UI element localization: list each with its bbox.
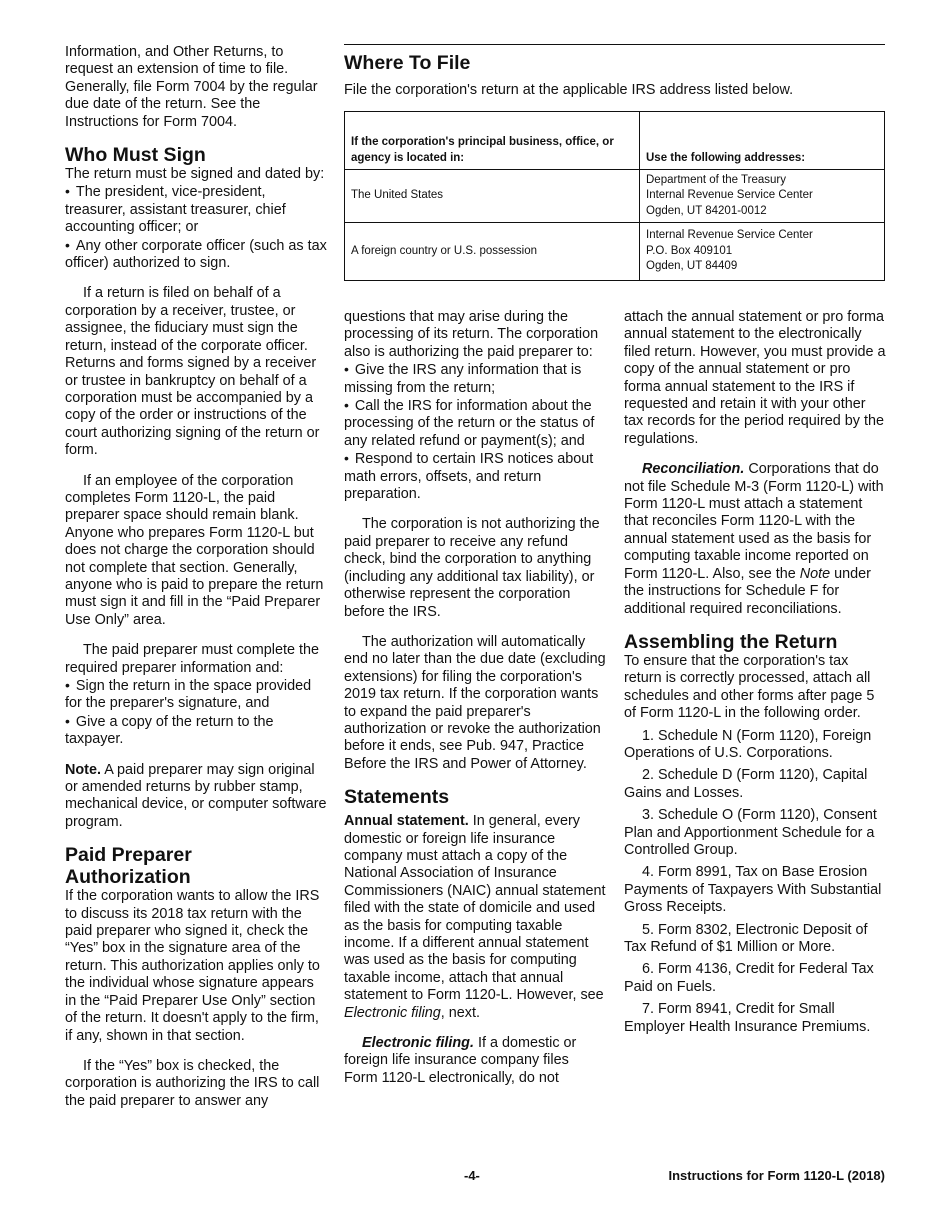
address-table-header [345, 112, 885, 170]
questions-paragraph: questions that may arise during the processing of its return. The corporation also is authorizing the paid preparer to: [344, 309, 599, 360]
note-label: Note. [65, 761, 101, 778]
note-text: A paid preparer may sign original or amended returns by rubber stamp, mechanical device, or computer software program. [65, 761, 327, 830]
reconciliation-label: Reconciliation. [642, 461, 745, 478]
electronic-filing-label: Electronic filing. [362, 1035, 474, 1052]
authorization-paragraph: If the corporation wants to allow the IRS to discuss its 2018 tax return with the paid preparer who signed it, check the “Yes” box in the signature area of the return. This authorization applies only to the individual whose signature appears in the “Paid Preparer Use Only” section of the return. It doesn't apply to the firm, if any, shown in that section. [65, 888, 320, 1044]
list-item: 5. Form 8302, Electronic Deposit of Tax Refund of $1 Million or More. [624, 921, 868, 955]
document-title: Instructions for Form 1120-L (2018) [668, 1168, 885, 1183]
address-table [344, 111, 885, 281]
list-item: 2. Schedule D (Form 1120), Capital Gains and Losses. [624, 767, 868, 801]
paid-preparer-authorization-heading: Paid Preparer Authorization [65, 844, 192, 889]
list-item: 6. Form 4136, Credit for Federal Tax Paid on Fuels. [624, 961, 874, 995]
authorize-bullet-respond: • Respond to certain IRS notices about math errors, offsets, and return preparation. [344, 450, 606, 503]
pro-forma-paragraph: attach the annual statement or pro forma annual statement to the electronically filed return. However, you must provide a copy of the annual statement or pro forma annual statement to the IRS if requested and retain it with your other tax records for the period required by the regulations. [624, 309, 886, 447]
authorize-bullet-call: • Call the IRS for information about the processing of the return or the status of any related refund or payment(s); and [344, 397, 606, 450]
electronic-filing-paragraph: Electronic filing. If a domestic or foreign life insurance company files Form 1120-L electronically, do not [344, 1035, 577, 1086]
note-paragraph [65, 762, 327, 832]
authorization-end-paragraph: The authorization will automatically end no later than the due date (excluding extensions) for filing the corporation's 2019 tax return. If the corporation wants to expand the paid preparer's authorization or revoke the authorization before it ends, see Pub. 947, Practice Before the IRS and Power of Attorney. [344, 633, 606, 772]
table-row [345, 223, 885, 281]
authorize-bullet-information: • Give the IRS any information that is missing from the return; [344, 361, 606, 397]
sign-bullet-other-officer: • Any other corporate officer (such as tax officer) authorized to sign. [65, 237, 327, 273]
preparer-bullet-copy: • Give a copy of the return to the taxpayer. [65, 713, 327, 749]
row-address: Internal Revenue Service Center P.O. Box 409101 Ogden, UT 84409 [640, 223, 885, 281]
list-item: 1. Schedule N (Form 1120), Foreign Operations of U.S. Corporations. [624, 727, 872, 761]
receiver-paragraph: If a return is filed on behalf of a corporation by a receiver, trustee, or assignee, the fiduciary must sign the return, instead of the corporate officer. Returns and forms signed by a receiver or trustee in bankruptcy on behalf of a corporation must be accompanied by a copy of the order or instructions of the court authorizing signing of the return or form. [65, 285, 320, 459]
header-location: If the corporation's principal business, office, or agency is located in: [345, 112, 640, 170]
list-item: 3. Schedule O (Form 1120), Consent Plan and Apportionment Schedule for a Controlled Group. [624, 807, 877, 858]
preparer-bullet-sign: • Sign the return in the space provided for the preparer's signature, and [65, 677, 327, 713]
employee-paragraph: If an employee of the corporation completes Form 1120-L, the paid preparer space should remain blank. Anyone who prepares Form 1120-L but does not charge the corporation should not complete that section. Generally, anyone who is paid to prepare the return must sign it and fill in the “Paid Preparer Use Only” area. [65, 472, 324, 628]
assembling-intro: To ensure that the corporation's tax return is correctly processed, attach all schedules and other forms after page 5 of Form 1120-L in the following order. [624, 652, 875, 722]
sign-intro: The return must be signed and dated by: [65, 166, 325, 183]
section-rule [344, 44, 885, 45]
column-left [65, 44, 327, 1110]
row-location: The United States [345, 170, 640, 223]
extension-paragraph: Information, and Other Returns, to request an extension of time to file. Generally, file Form 7004 by the regular due date of the return. See the Instructions for Form 7004. [65, 44, 318, 130]
column-right [624, 309, 886, 1036]
sign-bullet-officers: • The president, vice-president, treasurer, assistant treasurer, chief accounting officer; or [65, 183, 327, 236]
where-to-file-section [344, 44, 885, 99]
reconciliation-paragraph: Reconciliation. Corporations that do not file Schedule M-3 (Form 1120-L) with Form 1120-L must attach a statement that reconciles Form 1120-L with the annual statement used as the basis for computing taxable income reported on Form 1120-L. Also, see the Note under the instructions for Schedule F for additional required reconciliations. [624, 461, 884, 617]
yes-box-paragraph: If the “Yes” box is checked, the corporation is authorizing the IRS to call the paid preparer to answer any [65, 1057, 320, 1109]
where-to-file-intro: File the corporation's return at the applicable IRS address listed below. [344, 82, 794, 98]
preparer-paragraph: The paid preparer must complete the required preparer information and: [65, 642, 319, 676]
statements-heading: Statements [344, 786, 450, 809]
row-address: Department of the Treasury Internal Revenue Service Center Ogden, UT 84201-0012 [640, 170, 885, 223]
assembling-heading: Assembling the Return [624, 630, 838, 653]
list-item: 7. Form 8941, Credit for Small Employer Health Insurance Premiums. [624, 1001, 871, 1035]
page-number: -4- [464, 1168, 480, 1183]
table-row [345, 170, 885, 223]
where-to-file-heading: Where To File [344, 52, 471, 74]
row-location: A foreign country or U.S. possession [345, 223, 640, 281]
list-item: 4. Form 8991, Tax on Base Erosion Payments of Taxpayers With Substantial Gross Receipts. [624, 864, 882, 916]
not-authorizing-paragraph: The corporation is not authorizing the paid preparer to receive any refund check, bind the corporation to anything (including any additional tax liability), or otherwise represent the corporation before the IRS. [344, 516, 600, 620]
annual-statement-label: Annual statement. [344, 813, 469, 830]
who-must-sign-heading: Who Must Sign [65, 144, 206, 167]
header-address: Use the following addresses: [640, 112, 885, 170]
annual-statement-paragraph: Annual statement. In general, every domestic or foreign life insurance company must attach a copy of the National Association of Insurance Commissioners (NAIC) annual statement filed with the state of domicile and used as the basis for computing taxable income. If a different annual statement was used as the basis for computing taxable income, attach that annual statement to Form 1120-L. However, see Electronic filing, next. [344, 813, 606, 1021]
column-middle [344, 309, 606, 1087]
